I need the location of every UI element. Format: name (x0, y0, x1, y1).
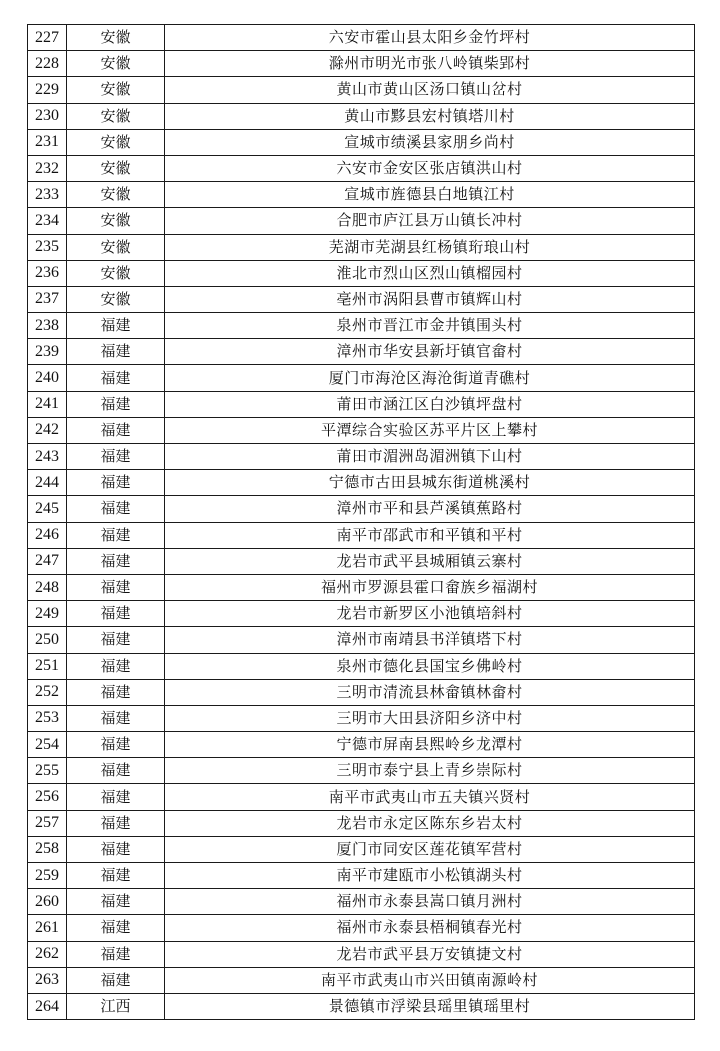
province-cell: 福建 (67, 889, 165, 915)
row-number-cell: 246 (28, 522, 67, 548)
province-cell: 福建 (67, 836, 165, 862)
province-cell: 福建 (67, 470, 165, 496)
village-name-cell: 莆田市湄洲岛湄洲镇下山村 (165, 444, 695, 470)
village-name-cell: 泉州市德化县国宝乡佛岭村 (165, 653, 695, 679)
province-cell: 安徽 (67, 25, 165, 51)
row-number-cell: 238 (28, 313, 67, 339)
village-name-cell: 南平市建瓯市小松镇湖头村 (165, 863, 695, 889)
table-row (28, 915, 695, 941)
village-name-cell: 龙岩市永定区陈东乡岩太村 (165, 810, 695, 836)
village-name-cell: 芜湖市芜湖县红杨镇珩琅山村 (165, 234, 695, 260)
row-number-cell: 262 (28, 941, 67, 967)
table-row (28, 103, 695, 129)
row-number-cell: 229 (28, 77, 67, 103)
row-number-cell: 260 (28, 889, 67, 915)
province-cell: 福建 (67, 967, 165, 993)
province-cell: 福建 (67, 784, 165, 810)
village-name-cell: 宁德市屏南县熙岭乡龙潭村 (165, 732, 695, 758)
row-number-cell: 241 (28, 391, 67, 417)
province-cell: 福建 (67, 627, 165, 653)
province-cell: 安徽 (67, 77, 165, 103)
row-number-cell: 230 (28, 103, 67, 129)
table-row (28, 129, 695, 155)
village-name-cell: 南平市武夷山市兴田镇南源岭村 (165, 967, 695, 993)
province-cell: 福建 (67, 365, 165, 391)
row-number-cell: 239 (28, 339, 67, 365)
province-cell: 福建 (67, 313, 165, 339)
village-name-cell: 景德镇市浮梁县瑶里镇瑶里村 (165, 993, 695, 1019)
province-cell: 福建 (67, 863, 165, 889)
province-cell: 安徽 (67, 129, 165, 155)
row-number-cell: 251 (28, 653, 67, 679)
table-row (28, 758, 695, 784)
table-row (28, 784, 695, 810)
table-row (28, 417, 695, 443)
village-name-cell: 福州市永泰县梧桐镇春光村 (165, 915, 695, 941)
village-name-cell: 龙岩市武平县万安镇捷文村 (165, 941, 695, 967)
village-name-cell: 黄山市黄山区汤口镇山岔村 (165, 77, 695, 103)
row-number-cell: 263 (28, 967, 67, 993)
table-row (28, 732, 695, 758)
village-name-cell: 龙岩市武平县城厢镇云寨村 (165, 548, 695, 574)
province-cell: 安徽 (67, 51, 165, 77)
row-number-cell: 264 (28, 993, 67, 1019)
row-number-cell: 257 (28, 810, 67, 836)
table-row (28, 993, 695, 1019)
row-number-cell: 250 (28, 627, 67, 653)
village-name-cell: 宣城市绩溪县家朋乡尚村 (165, 129, 695, 155)
table-row (28, 679, 695, 705)
province-cell: 福建 (67, 941, 165, 967)
row-number-cell: 235 (28, 234, 67, 260)
village-name-cell: 南平市邵武市和平镇和平村 (165, 522, 695, 548)
province-cell: 安徽 (67, 208, 165, 234)
province-cell: 福建 (67, 548, 165, 574)
row-number-cell: 245 (28, 496, 67, 522)
table-row (28, 836, 695, 862)
table-row (28, 941, 695, 967)
village-name-cell: 厦门市同安区莲花镇军营村 (165, 836, 695, 862)
table-row (28, 391, 695, 417)
province-cell: 福建 (67, 679, 165, 705)
village-name-cell: 三明市清流县林畲镇林畲村 (165, 679, 695, 705)
row-number-cell: 261 (28, 915, 67, 941)
table-row (28, 155, 695, 181)
row-number-cell: 255 (28, 758, 67, 784)
village-name-cell: 漳州市南靖县书洋镇塔下村 (165, 627, 695, 653)
table-row (28, 208, 695, 234)
village-name-cell: 合肥市庐江县万山镇长冲村 (165, 208, 695, 234)
village-name-cell: 福州市罗源县霍口畲族乡福湖村 (165, 574, 695, 600)
province-cell: 安徽 (67, 155, 165, 181)
row-number-cell: 234 (28, 208, 67, 234)
province-cell: 福建 (67, 732, 165, 758)
village-name-cell: 平潭综合实验区苏平片区上攀村 (165, 417, 695, 443)
province-cell: 福建 (67, 522, 165, 548)
table-row (28, 889, 695, 915)
row-number-cell: 258 (28, 836, 67, 862)
province-cell: 福建 (67, 705, 165, 731)
province-cell: 福建 (67, 653, 165, 679)
row-number-cell: 237 (28, 286, 67, 312)
row-number-cell: 253 (28, 705, 67, 731)
table-row (28, 967, 695, 993)
province-cell: 安徽 (67, 234, 165, 260)
province-cell: 福建 (67, 810, 165, 836)
row-number-cell: 232 (28, 155, 67, 181)
row-number-cell: 243 (28, 444, 67, 470)
village-name-cell: 宁德市古田县城东街道桃溪村 (165, 470, 695, 496)
row-number-cell: 248 (28, 574, 67, 600)
row-number-cell: 231 (28, 129, 67, 155)
table-row (28, 470, 695, 496)
table-row (28, 77, 695, 103)
table-row (28, 286, 695, 312)
table-row (28, 627, 695, 653)
village-name-cell: 南平市武夷山市五夫镇兴贤村 (165, 784, 695, 810)
village-name-cell: 淮北市烈山区烈山镇榴园村 (165, 260, 695, 286)
village-name-cell: 莆田市涵江区白沙镇坪盘村 (165, 391, 695, 417)
row-number-cell: 227 (28, 25, 67, 51)
province-cell: 江西 (67, 993, 165, 1019)
village-name-cell: 福州市永泰县嵩口镇月洲村 (165, 889, 695, 915)
village-name-cell: 亳州市涡阳县曹市镇辉山村 (165, 286, 695, 312)
village-name-cell: 龙岩市新罗区小池镇培斜村 (165, 601, 695, 627)
table-row (28, 810, 695, 836)
province-cell: 福建 (67, 915, 165, 941)
table-row (28, 260, 695, 286)
row-number-cell: 242 (28, 417, 67, 443)
row-number-cell: 228 (28, 51, 67, 77)
table-row (28, 444, 695, 470)
table-row (28, 496, 695, 522)
row-number-cell: 233 (28, 182, 67, 208)
table-row (28, 863, 695, 889)
village-name-cell: 三明市大田县济阳乡济中村 (165, 705, 695, 731)
row-number-cell: 254 (28, 732, 67, 758)
province-cell: 安徽 (67, 182, 165, 208)
village-name-cell: 三明市泰宁县上青乡崇际村 (165, 758, 695, 784)
row-number-cell: 249 (28, 601, 67, 627)
province-cell: 福建 (67, 391, 165, 417)
province-cell: 福建 (67, 417, 165, 443)
province-cell: 福建 (67, 444, 165, 470)
table-row (28, 339, 695, 365)
row-number-cell: 252 (28, 679, 67, 705)
village-name-cell: 六安市霍山县太阳乡金竹坪村 (165, 25, 695, 51)
row-number-cell: 247 (28, 548, 67, 574)
row-number-cell: 256 (28, 784, 67, 810)
row-number-cell: 259 (28, 863, 67, 889)
row-number-cell: 236 (28, 260, 67, 286)
table-row (28, 705, 695, 731)
row-number-cell: 244 (28, 470, 67, 496)
village-name-cell: 滁州市明光市张八岭镇柴郢村 (165, 51, 695, 77)
row-number-cell: 240 (28, 365, 67, 391)
village-name-cell: 黄山市黟县宏村镇塔川村 (165, 103, 695, 129)
village-name-cell: 宣城市旌德县白地镇江村 (165, 182, 695, 208)
province-cell: 福建 (67, 601, 165, 627)
province-cell: 福建 (67, 339, 165, 365)
table-row (28, 182, 695, 208)
table-row (28, 365, 695, 391)
table-body (28, 25, 695, 1020)
table-row (28, 653, 695, 679)
table-row (28, 522, 695, 548)
village-name-cell: 泉州市晋江市金井镇围头村 (165, 313, 695, 339)
village-name-cell: 厦门市海沧区海沧街道青礁村 (165, 365, 695, 391)
province-cell: 福建 (67, 574, 165, 600)
province-cell: 安徽 (67, 103, 165, 129)
village-name-cell: 漳州市平和县芦溪镇蕉路村 (165, 496, 695, 522)
table-row (28, 548, 695, 574)
province-cell: 福建 (67, 496, 165, 522)
village-name-cell: 六安市金安区张店镇洪山村 (165, 155, 695, 181)
province-cell: 安徽 (67, 286, 165, 312)
province-cell: 安徽 (67, 260, 165, 286)
table-row (28, 313, 695, 339)
province-cell: 福建 (67, 758, 165, 784)
table-row (28, 51, 695, 77)
village-list-table (27, 24, 695, 1020)
village-name-cell: 漳州市华安县新圩镇官畲村 (165, 339, 695, 365)
table-row (28, 601, 695, 627)
table-row (28, 25, 695, 51)
table-row (28, 234, 695, 260)
table-row (28, 574, 695, 600)
